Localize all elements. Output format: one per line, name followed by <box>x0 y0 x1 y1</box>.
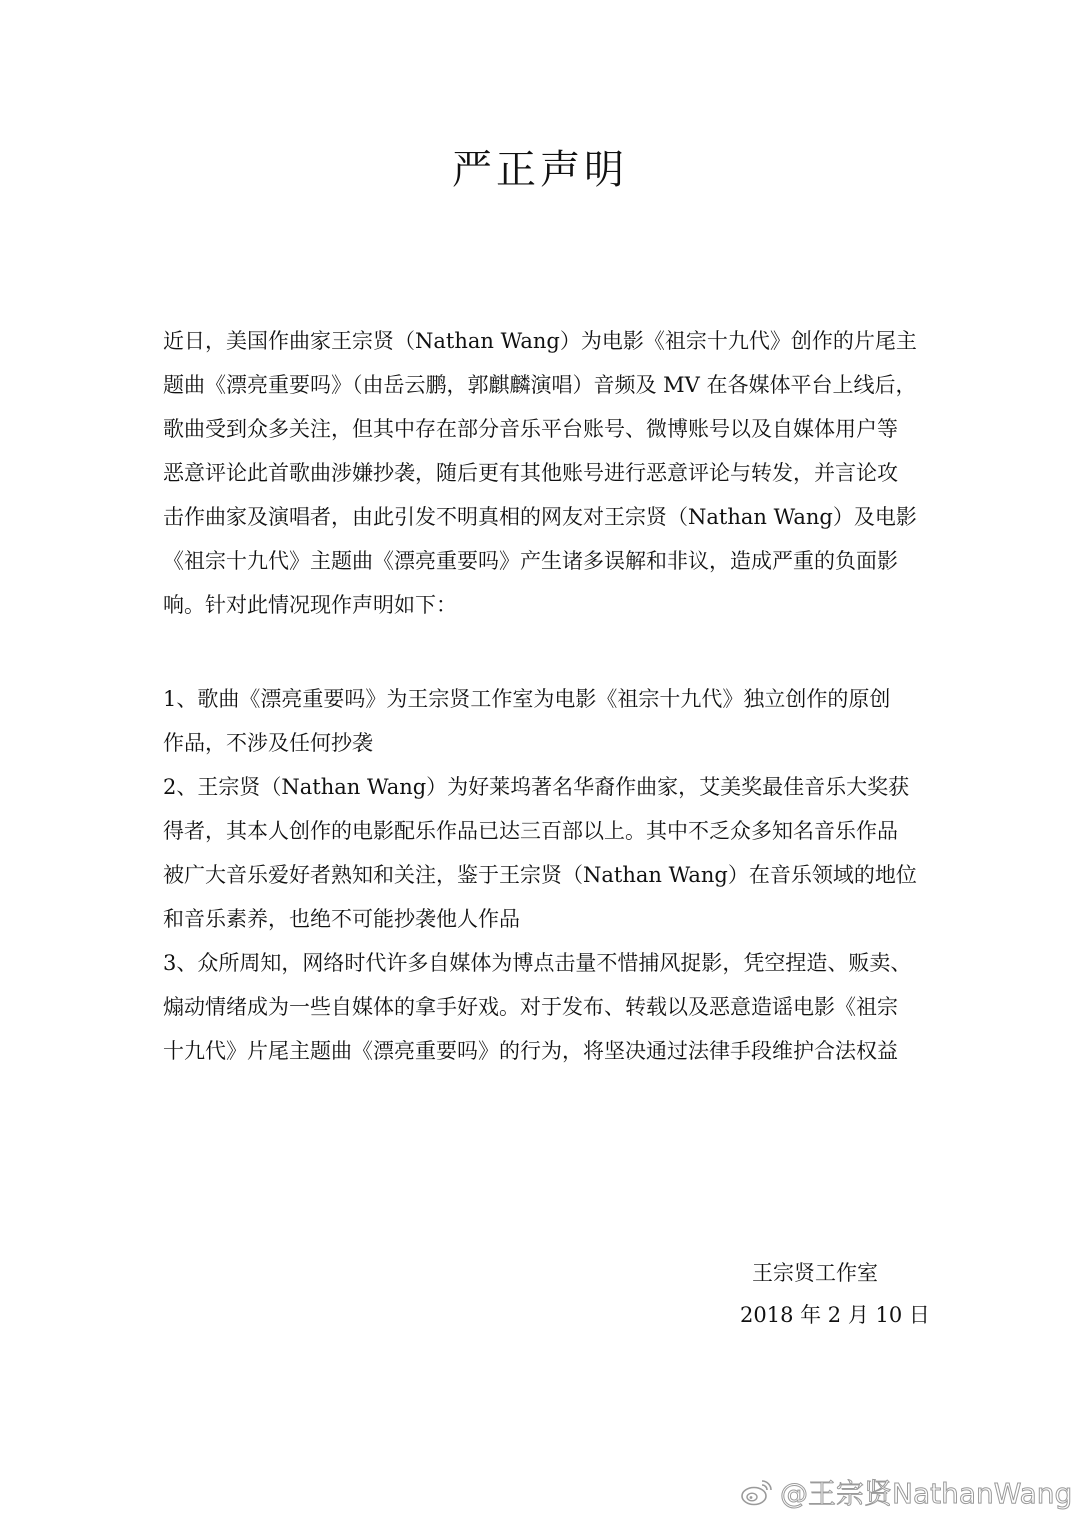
point-line: 十九代》片尾主题曲《漂亮重要吗》的行为，将坚决通过法律手段维护合法权益 <box>163 1039 898 1063</box>
intro-line: 近日，美国作曲家王宗贤（Nathan Wang）为电影《祖宗十九代》创作的片尾主 <box>163 329 917 353</box>
point-line: 1、歌曲《漂亮重要吗》为王宗贤工作室为电影《祖宗十九代》独立创作的原创 <box>163 687 891 711</box>
signature-name: 王宗贤工作室 <box>752 1261 878 1285</box>
point-line: 得者，其本人创作的电影配乐作品已达三百部以上。其中不乏众多知名音乐作品 <box>163 819 898 843</box>
point-line: 2、王宗贤（Nathan Wang）为好莱坞著名华裔作曲家，艾美奖最佳音乐大奖获 <box>163 775 910 799</box>
intro-line: 恶意评论此首歌曲涉嫌抄袭，随后更有其他账号进行恶意评论与转发，并言论攻 <box>163 461 898 485</box>
point-line: 煽动情绪成为一些自媒体的拿手好戏。对于发布、转载以及恶意造谣电影《祖宗 <box>163 995 898 1019</box>
intro-line: 歌曲受到众多关注，但其中存在部分音乐平台账号、微博账号以及自媒体用户等 <box>163 417 898 441</box>
point-line: 作品，不涉及任何抄袭 <box>163 731 373 755</box>
page-title: 严正声明 <box>452 147 628 193</box>
weibo-watermark <box>740 1472 1072 1512</box>
weibo-icon <box>740 1477 774 1507</box>
point-line: 被广大音乐爱好者熟知和关注，鉴于王宗贤（Nathan Wang）在音乐领域的地位 <box>163 863 917 887</box>
point-line: 和音乐素养，也绝不可能抄袭他人作品 <box>163 907 520 931</box>
intro-line: 响。针对此情况现作声明如下： <box>163 593 457 617</box>
point-line: 3、众所周知，网络时代许多自媒体为博点击量不惜捕风捉影，凭空捏造、贩卖、 <box>163 951 912 975</box>
intro-line: 《祖宗十九代》主题曲《漂亮重要吗》产生诸多误解和非议，造成严重的负面影 <box>163 549 898 573</box>
intro-line: 击作曲家及演唱者，由此引发不明真相的网友对王宗贤（Nathan Wang）及电影 <box>163 505 917 529</box>
intro-line: 题曲《漂亮重要吗》（由岳云鹏，郭麒麟演唱）音频及 MV 在各媒体平台上线后， <box>163 373 917 397</box>
watermark-text: @王宗贤NathanWang <box>780 1477 1073 1510</box>
signature-date: 2018 年 2 月 10 日 <box>740 1303 930 1327</box>
